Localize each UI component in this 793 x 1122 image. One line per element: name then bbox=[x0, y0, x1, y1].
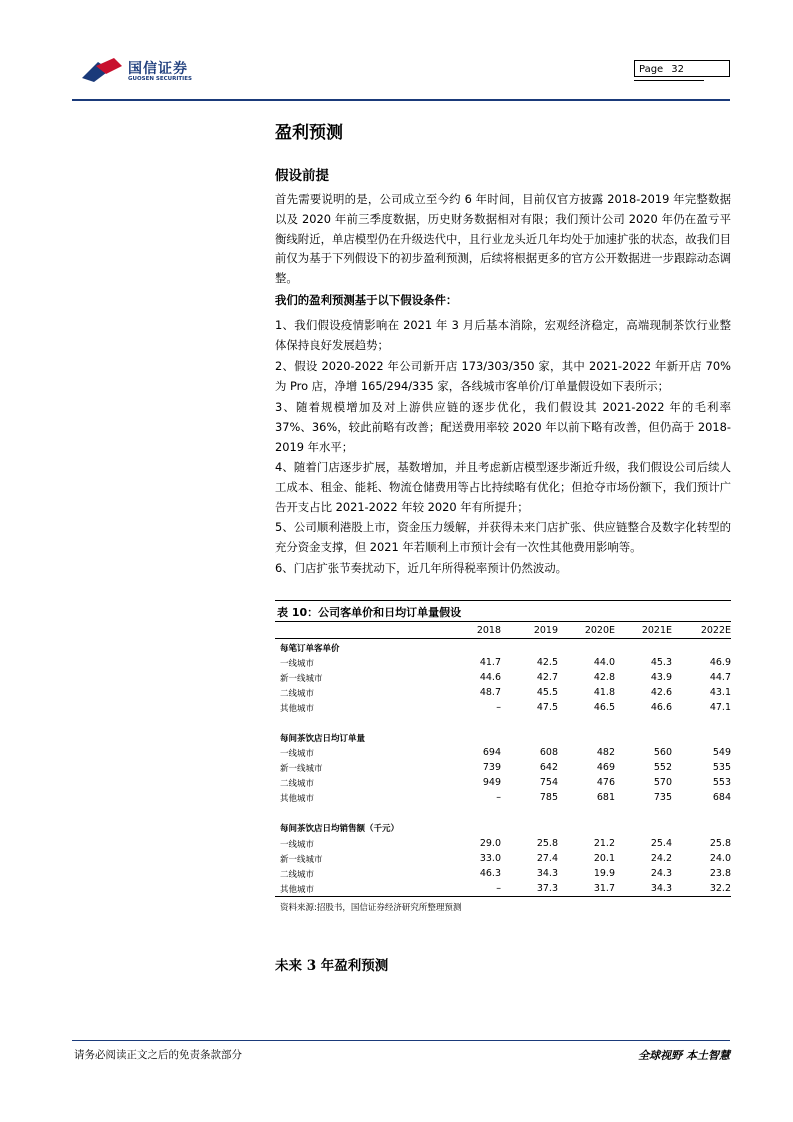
next-subsection-title: 未来 3 年盈利预测 bbox=[275, 958, 389, 974]
table-cell: 949 bbox=[482, 777, 501, 788]
table-cell: 681 bbox=[596, 792, 615, 803]
table-cell: 46.3 bbox=[479, 868, 501, 879]
table-cell: 19.9 bbox=[593, 868, 615, 879]
table-cell: 739 bbox=[482, 762, 501, 773]
section-title: 盈利预测 bbox=[275, 123, 343, 143]
table-cell: 476 bbox=[596, 777, 615, 788]
table-section-label: 每间茶饮店日均订单量 bbox=[280, 734, 366, 744]
table-cell: 42.5 bbox=[536, 657, 558, 668]
table-cell: 47.1 bbox=[709, 702, 731, 713]
table-cell: 21.2 bbox=[593, 838, 615, 849]
table-cell: 44.0 bbox=[593, 657, 615, 668]
table-cell: 41.8 bbox=[593, 687, 615, 698]
page-underline bbox=[634, 80, 704, 81]
page-number-box bbox=[634, 60, 730, 77]
assumption-item-2: 2、假设 2020-2022 年公司新开店 173/303/350 家，其中 2021-2022 年新开店 70%为 Pro 店，净增 165/294/335 家，各线城市客单价/订单量假设如下表所示； bbox=[275, 359, 731, 393]
table-cell: 25.4 bbox=[650, 838, 672, 849]
table-cell: 47.5 bbox=[536, 702, 558, 713]
table-cell: 642 bbox=[539, 762, 558, 773]
table-cell: 482 bbox=[596, 747, 615, 758]
table-cell: 48.7 bbox=[479, 687, 501, 698]
table-cell: 41.7 bbox=[479, 657, 501, 668]
table-cell: 25.8 bbox=[709, 838, 731, 849]
footer-disclaimer: 请务必阅读正文之后的免责条款部分 bbox=[74, 1049, 242, 1061]
intro-paragraph: 首先需要说明的是，公司成立至今约 6 年时间，目前仅官方披露 2018-2019 年完整数据以及 2020 年前三季度数据，历史财务数据相对有限；我们预计公司 2020 年仍在盈亏平衡线附近，单店模型仍在升级迭代中，且行业龙头近几年均处于加速扩张的状态，故我们目前仅为基于下列假设下的初步盈利预测，后续将根据更多的官方公开数据进一步跟踪动态调整。 bbox=[275, 192, 731, 286]
row-label: 二线城市 bbox=[280, 689, 315, 699]
row-label: 新一线城市 bbox=[280, 764, 323, 774]
table-title-rule bbox=[275, 621, 731, 622]
table-cell: 34.3 bbox=[536, 868, 558, 879]
table-cell: 735 bbox=[653, 792, 672, 803]
table-section-label: 每笔订单客单价 bbox=[280, 644, 340, 654]
table-cell: 42.6 bbox=[650, 687, 672, 698]
table-cell: 20.1 bbox=[593, 853, 615, 864]
table-title: 表 10：公司客单价和日均订单量假设 bbox=[277, 606, 462, 619]
table-top-rule bbox=[275, 600, 731, 601]
page-number: 32 bbox=[671, 64, 684, 75]
table-cell: 42.7 bbox=[536, 672, 558, 683]
table-cell: 43.9 bbox=[650, 672, 672, 683]
row-label: 二线城市 bbox=[280, 779, 315, 789]
row-label: 其他城市 bbox=[280, 704, 315, 714]
table-cell: 785 bbox=[539, 792, 558, 803]
logo-mark-icon bbox=[80, 56, 124, 84]
table-cell: 25.8 bbox=[536, 838, 558, 849]
table-cell: 23.8 bbox=[709, 868, 731, 879]
table-cell: 29.0 bbox=[479, 838, 501, 849]
table-cell: 46.5 bbox=[593, 702, 615, 713]
table-cell: 549 bbox=[712, 747, 731, 758]
row-label: 其他城市 bbox=[280, 885, 315, 895]
column-header: 2019 bbox=[533, 625, 558, 636]
assumption-intro: 我们的盈利预测基于以下假设条件： bbox=[275, 293, 458, 307]
footer-slogan: 全球视野 本土智慧 bbox=[638, 1049, 730, 1062]
table-cell: 34.3 bbox=[650, 883, 672, 894]
column-header: 2022E bbox=[700, 625, 731, 636]
assumption-item-6: 6、门店扩张节奏扰动下，近几年所得税率预计仍然波动。 bbox=[275, 561, 568, 575]
table-cell: – bbox=[496, 702, 501, 713]
assumption-item-3: 3、随着规模增加及对上游供应链的逐步优化，我们假设其 2021-2022 年的毛利率 37%、36%，较此前略有改善；配送费用率较 2020 年以前下略有改善，但仍高于 2018-2019 年水平； bbox=[275, 400, 731, 454]
row-label: 二线城市 bbox=[280, 870, 315, 880]
table-cell: 24.3 bbox=[650, 868, 672, 879]
table-header-rule bbox=[275, 638, 731, 639]
logo-english-name: GUOSEN SECURITIES bbox=[128, 76, 192, 82]
table-cell: 45.3 bbox=[650, 657, 672, 668]
table-cell: 608 bbox=[539, 747, 558, 758]
table-cell: 44.6 bbox=[479, 672, 501, 683]
table-cell: 560 bbox=[653, 747, 672, 758]
column-header: 2018 bbox=[476, 625, 501, 636]
row-label: 一线城市 bbox=[280, 749, 315, 759]
table-cell: 44.7 bbox=[709, 672, 731, 683]
row-label: 一线城市 bbox=[280, 840, 315, 850]
table-cell: 469 bbox=[596, 762, 615, 773]
table-section-label: 每间茶饮店日均销售额（千元） bbox=[280, 824, 400, 834]
table-cell: 24.0 bbox=[709, 853, 731, 864]
row-label: 新一线城市 bbox=[280, 855, 323, 865]
table-cell: 42.8 bbox=[593, 672, 615, 683]
column-header: 2021E bbox=[641, 625, 672, 636]
table-cell: 32.2 bbox=[709, 883, 731, 894]
table-cell: 46.6 bbox=[650, 702, 672, 713]
table-cell: 570 bbox=[653, 777, 672, 788]
table-cell: – bbox=[496, 883, 501, 894]
row-label: 其他城市 bbox=[280, 794, 315, 804]
table-cell: 31.7 bbox=[593, 883, 615, 894]
row-label: 一线城市 bbox=[280, 659, 315, 669]
header-divider bbox=[72, 99, 730, 101]
table-cell: 24.2 bbox=[650, 853, 672, 864]
company-logo bbox=[80, 56, 200, 86]
assumption-item-1: 1、我们假设疫情影响在 2021 年 3 月后基本消除，宏观经济稳定，高端现制茶饮行业整体保持良好发展趋势； bbox=[275, 318, 731, 352]
table-cell: 684 bbox=[712, 792, 731, 803]
assumption-item-5: 5、公司顺利港股上市，资金压力缓解，并获得未来门店扩张、供应链整合及数字化转型的充分资金支撑，但 2021 年若顺利上市预计会有一次性其他费用影响等。 bbox=[275, 520, 731, 554]
table-cell: 27.4 bbox=[536, 853, 558, 864]
table-cell: – bbox=[496, 792, 501, 803]
row-label: 新一线城市 bbox=[280, 674, 323, 684]
table-cell: 33.0 bbox=[479, 853, 501, 864]
table-cell: 43.1 bbox=[709, 687, 731, 698]
subsection-title: 假设前提 bbox=[275, 168, 329, 184]
table-cell: 535 bbox=[712, 762, 731, 773]
table-cell: 553 bbox=[712, 777, 731, 788]
logo-chinese-name: 国信证券 bbox=[128, 61, 188, 77]
table-cell: 552 bbox=[653, 762, 672, 773]
table-cell: 37.3 bbox=[536, 883, 558, 894]
table-bottom-rule bbox=[275, 896, 731, 897]
table-cell: 46.9 bbox=[709, 657, 731, 668]
column-header: 2020E bbox=[584, 625, 615, 636]
table-cell: 754 bbox=[539, 777, 558, 788]
footer-divider bbox=[72, 1040, 730, 1041]
table-source-note: 资料来源:招股书，国信证券经济研究所整理预测 bbox=[280, 903, 462, 913]
table-cell: 694 bbox=[482, 747, 501, 758]
assumption-item-4: 4、随着门店逐步扩展，基数增加，并且考虑新店模型逐步渐近升级，我们假设公司后续人工成本、租金、能耗、物流仓储费用等占比持续略有优化；但抢夺市场份额下，我们预计广告开支占比 2021-2022 年较 2020 年有所提升； bbox=[275, 460, 731, 514]
table-cell: 45.5 bbox=[536, 687, 558, 698]
page-label: Page bbox=[639, 64, 664, 75]
